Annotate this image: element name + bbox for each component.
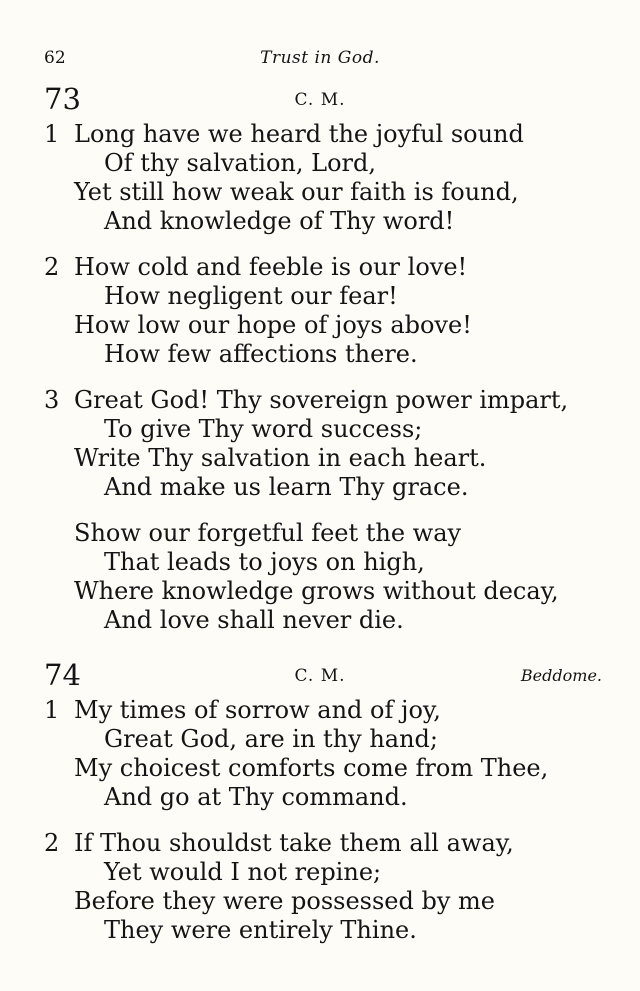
- stanza-2: [0, 253, 640, 369]
- verse-line: Where knowledge grows without decay,: [74, 577, 559, 605]
- verse-line: [0, 386, 640, 415]
- verse-number: 2: [44, 829, 60, 857]
- verse-line: And make us learn Thy grace.: [104, 473, 469, 501]
- verse-line: Before they were possessed by me: [74, 887, 496, 915]
- stanza-2: [0, 829, 640, 945]
- verse-line: Of thy salvation, Lord,: [104, 149, 376, 177]
- hymn-meter: C. M.: [294, 90, 346, 110]
- page-header: [0, 48, 640, 72]
- verse-line: That leads to joys on high,: [104, 548, 425, 576]
- verse-line: And go at Thy command.: [104, 783, 408, 811]
- verse-line: Yet would I not repine;: [104, 858, 382, 886]
- page-number: 62: [44, 48, 66, 68]
- line-text: My times of sorrow and of joy,: [74, 696, 441, 724]
- verse-line: Great God, are in thy hand;: [104, 725, 439, 753]
- hymn-heading: [0, 82, 640, 120]
- verse-number: 1: [44, 120, 60, 148]
- hymn-meter: C. M.: [294, 666, 346, 686]
- verse-line: And knowledge of Thy word!: [104, 207, 455, 235]
- verse-line: [0, 829, 640, 858]
- verse-number: 2: [44, 253, 60, 281]
- stanza-3: [0, 386, 640, 502]
- line-text: Long have we heard the joyful sound: [74, 120, 524, 148]
- verse-line: And love shall never die.: [104, 606, 404, 634]
- verse-line: How few affections there.: [104, 340, 418, 368]
- verse-line: [0, 120, 640, 149]
- verse-line: Write Thy salvation in each heart.: [74, 444, 487, 472]
- verse-line: To give Thy word success;: [104, 415, 423, 443]
- stanza-4: [0, 519, 640, 635]
- verse-line: Yet still how weak our faith is found,: [74, 178, 519, 206]
- line-text: How cold and feeble is our love!: [74, 253, 468, 281]
- verse-number: 1: [44, 696, 60, 724]
- hymn-number: 73: [44, 82, 81, 116]
- verse-line: How negligent our fear!: [104, 282, 398, 310]
- verse-line: They were entirely Thine.: [104, 916, 417, 944]
- hymn-heading: [0, 658, 640, 696]
- verse-line: [0, 696, 640, 725]
- hymn-author: Beddome.: [520, 666, 602, 685]
- verse-line: How low our hope of joys above!: [74, 311, 472, 339]
- hymn-number: 74: [44, 658, 81, 692]
- verse-number: 3: [44, 386, 60, 414]
- hymn-74: [0, 658, 640, 945]
- verse-line: [0, 253, 640, 282]
- verse-line: Show our forgetful feet the way: [74, 519, 462, 547]
- stanza-1: [0, 120, 640, 236]
- verse-line: My choicest comforts come from Thee,: [74, 754, 549, 782]
- line-text: Great God! Thy sovereign power impart,: [74, 386, 569, 414]
- stanza-1: [0, 696, 640, 812]
- hymn-73: [0, 82, 640, 635]
- line-text: If Thou shouldst take them all away,: [74, 829, 514, 857]
- running-title: Trust in God.: [260, 48, 380, 68]
